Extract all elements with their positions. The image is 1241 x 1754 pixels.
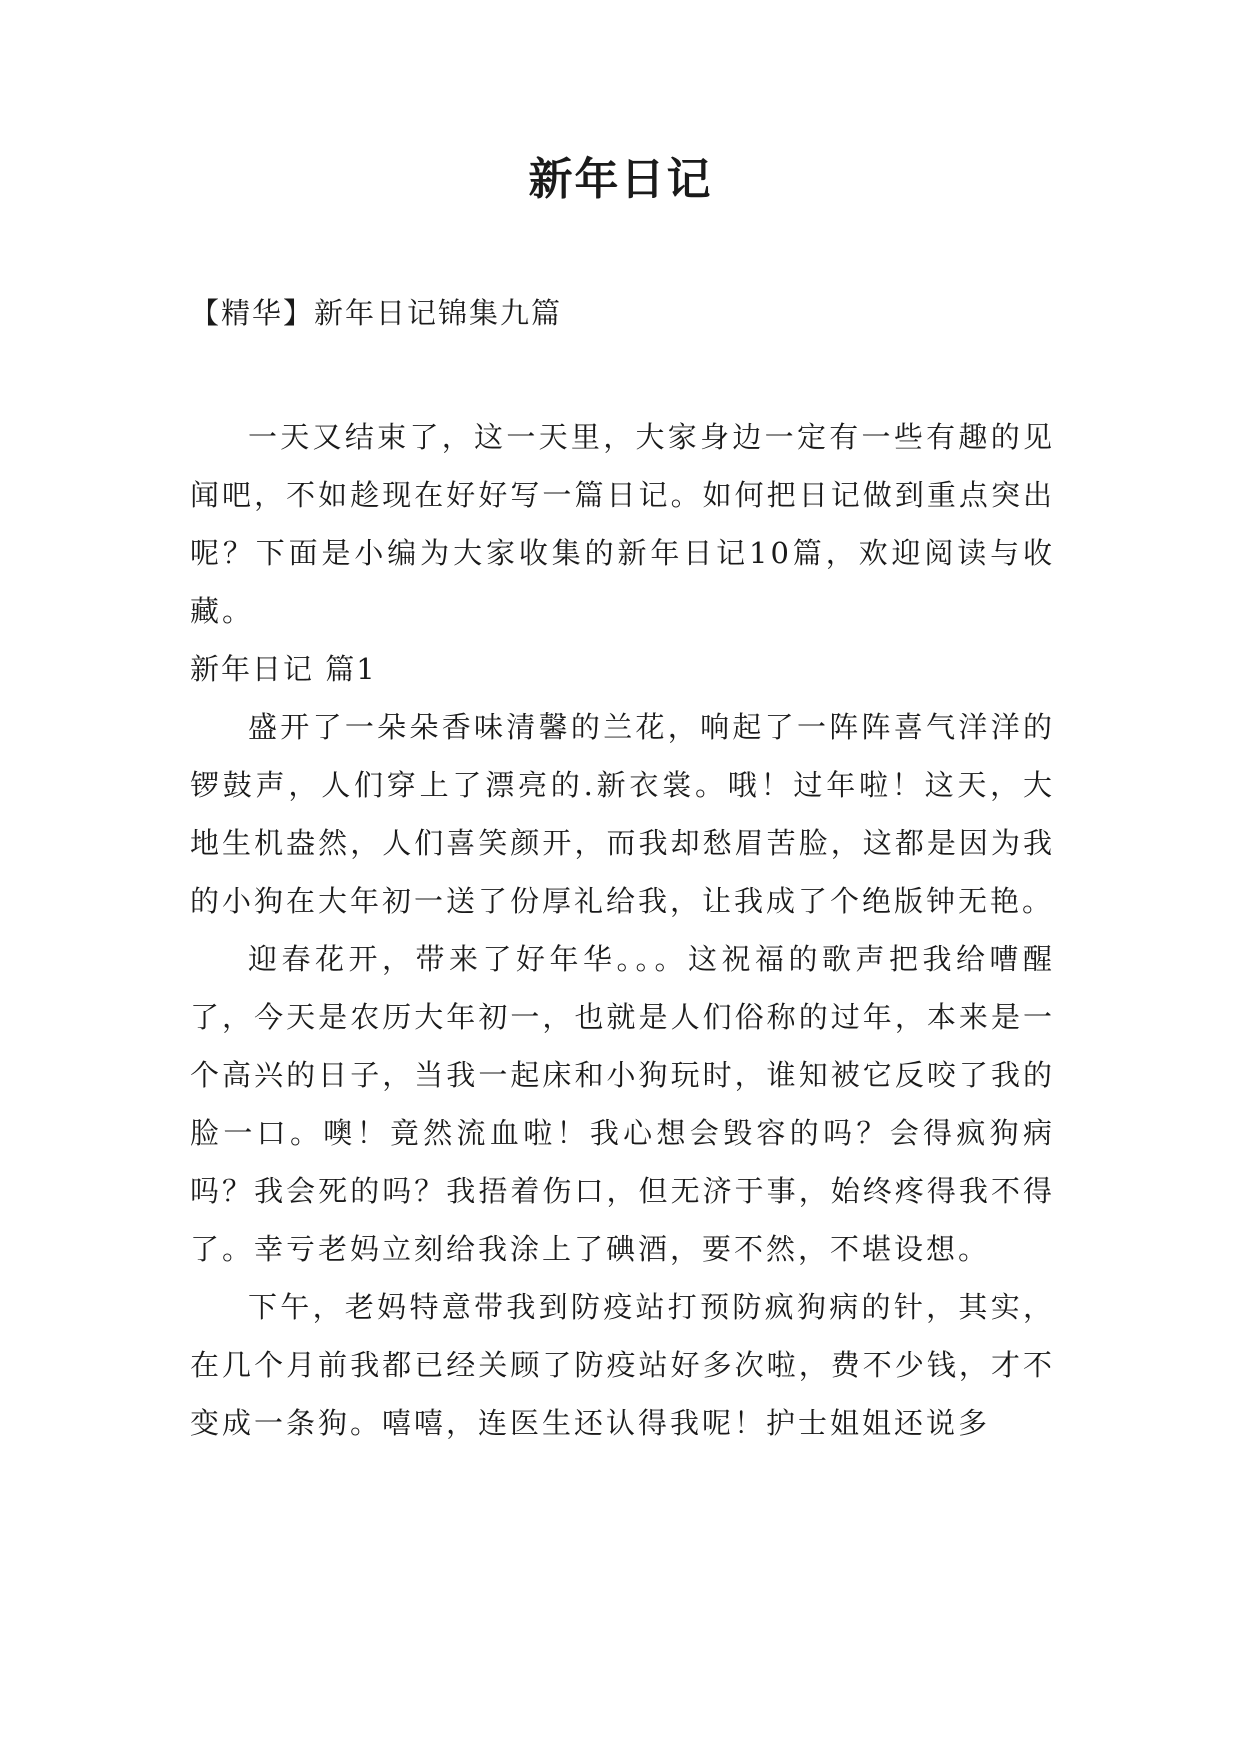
section-heading: 新年日记 篇1 <box>190 652 377 686</box>
page-title: 新年日记 <box>528 154 713 205</box>
intro-paragraph: 一天又结束了，这一天里，大家身边一定有一些有趣的见闻吧，不如趁现在好好写一篇日记。如何把日记做到重点突出呢？下面是小编为大家收集的新年日记10篇，欢迎阅读与收藏。 <box>190 420 1055 628</box>
document-subtitle: 【精华】新年日记锦集九篇 <box>190 296 563 330</box>
body-paragraph: 下午，老妈特意带我到防疫站打预防疯狗病的针，其实，在几个月前我都已经关顾了防疫站好多次啦，费不少钱，才不变成一条狗。嘻嘻，连医生还认得我呢！护士姐姐还说多 <box>190 1290 1055 1440</box>
body-paragraph: 迎春花开，带来了好年华。。。这祝福的歌声把我给嘈醒了，今天是农历大年初一，也就是人们俗称的过年，本来是一个高兴的日子，当我一起床和小狗玩时，谁知被它反咬了我的脸一口。噢！竟然流血啦！我心想会毁容的吗？会得疯狗病吗？我会死的吗？我捂着伤口，但无济于事，始终疼得我不得了。幸亏老妈立刻给我涂上了碘酒，要不然，不堪设想。 <box>190 942 1055 1266</box>
document-body <box>190 408 1055 1452</box>
body-paragraph: 盛开了一朵朵香味清馨的兰花，响起了一阵阵喜气洋洋的锣鼓声，人们穿上了漂亮的.新衣裳。哦！过年啦！这天，大地生机盎然，人们喜笑颜开，而我却愁眉苦脸，这都是因为我的小狗在大年初一送了份厚礼给我，让我成了个绝版钟无艳。 <box>190 710 1055 918</box>
